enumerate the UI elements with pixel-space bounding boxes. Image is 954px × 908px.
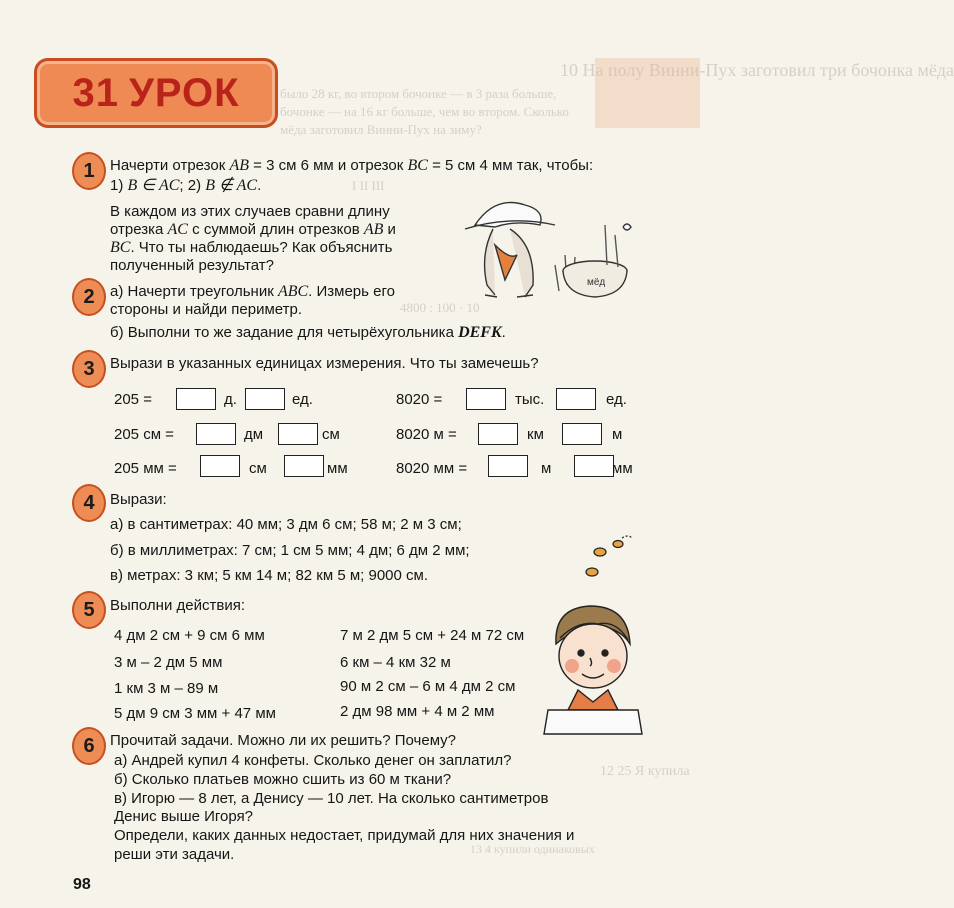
answer-box[interactable] — [176, 388, 216, 410]
ex3-title: Вырази в указанных единицах измерения. Что ты замечешь? — [110, 355, 539, 372]
ex5-right-3: 90 м 2 см – 6 м 4 дм 2 см — [340, 678, 516, 695]
lesson-word: УРОК — [128, 70, 240, 115]
answer-box[interactable] — [245, 388, 285, 410]
bleed-text: 10 На полу Винни-Пух заготовил три бочонка мёда — [560, 60, 954, 80]
lesson-number: 31 — [72, 70, 119, 115]
ex3-r1-right: 8020 = — [396, 391, 443, 408]
ex5-right-2: 6 км – 4 км 32 м — [340, 654, 451, 671]
unit-label: мм — [612, 460, 633, 477]
ex1-line2: 1) B ∈ AC; 2) B ∉ AC. — [110, 177, 262, 194]
unit-label: тыс. — [515, 391, 545, 408]
ex2-line3: б) Выполни то же задание для четырёхугольника DEFK. — [110, 324, 506, 341]
unit-label: м — [541, 460, 552, 477]
answer-box[interactable] — [478, 423, 518, 445]
ex1-line4: отрезка AC с суммой длин отрезков AB и — [110, 221, 396, 238]
bleed-text: было 28 кг, во втором бочонке — в 3 раза больше, — [280, 86, 557, 101]
ex3-r2-left: 205 см = — [114, 426, 174, 443]
ex6-d1: Определи, каких данных недостает, придумай для них значения и — [114, 827, 575, 844]
ex4-title: Вырази: — [110, 491, 167, 508]
answer-box[interactable] — [278, 423, 318, 445]
unit-label: ед. — [292, 391, 313, 408]
unit-label: д. — [224, 391, 237, 408]
exercise-4-number: 4 — [72, 484, 106, 522]
ex6-title: Прочитай задачи. Можно ли их решить? Почему? — [110, 732, 457, 749]
unit-label: дм — [244, 426, 264, 443]
unit-label: см — [322, 426, 340, 443]
ex4-a: а) в сантиметрах: 40 мм; 3 дм 6 см; 58 м; 2 м 3 см; — [110, 516, 462, 533]
boy-illustration — [538, 598, 650, 734]
ex1-line5: BC. Что ты наблюдаешь? Как объяснить — [110, 239, 393, 256]
ex6-d2: реши эти задачи. — [114, 846, 235, 863]
ex1-line1: Начерти отрезок AB = 3 см 6 мм и отрезок BC = 5 см 4 мм так, чтобы: — [110, 157, 594, 174]
exercise-2-number: 2 — [72, 278, 106, 316]
answer-box[interactable] — [200, 455, 240, 477]
unit-label: см — [249, 460, 267, 477]
answer-box[interactable] — [556, 388, 596, 410]
bleed-text: бочонке — на 16 кг больше, чем во втором. Сколько — [280, 104, 569, 119]
answer-box[interactable] — [562, 423, 602, 445]
ex5-left-4: 5 дм 9 см 3 мм + 47 мм — [114, 705, 276, 722]
answer-box[interactable] — [574, 455, 614, 477]
lesson-header — [34, 58, 278, 128]
ex4-c: в) метрах: 3 км; 5 км 14 м; 82 км 5 м; 9000 см. — [110, 567, 429, 584]
bleed-stripe — [595, 58, 700, 128]
answer-box[interactable] — [196, 423, 236, 445]
ex5-left-1: 4 дм 2 см + 9 см 6 мм — [114, 627, 265, 644]
ex3-r3-right: 8020 мм = — [396, 460, 468, 477]
unit-label: км — [527, 426, 544, 443]
ex2-line2: стороны и найди периметр. — [110, 301, 303, 318]
ex6-c1: в) Игорю — 8 лет, а Денису — 10 лет. На сколько сантиметров — [114, 790, 549, 807]
pot-label: мёд — [587, 277, 606, 288]
exercise-3-number: 3 — [72, 350, 106, 388]
ex6-b: б) Сколько платьев можно сшить из 60 м ткани? — [114, 771, 452, 788]
ex5-right-4: 2 дм 98 мм + 4 м 2 мм — [340, 703, 495, 720]
ex5-left-2: 3 м – 2 дм 5 мм — [114, 654, 223, 671]
ex5-title: Выполни действия: — [110, 597, 245, 614]
ex6-a: а) Андрей купил 4 конфеты. Сколько денег он заплатил? — [114, 752, 512, 769]
exercise-6-number: 6 — [72, 727, 106, 765]
ex1-line6: полученный результат? — [110, 257, 274, 274]
page-number: 98 — [73, 876, 91, 893]
ex3-r2-right: 8020 м = — [396, 426, 457, 443]
bleed-text: 13 4 купили одинаковых — [470, 842, 595, 856]
bleed-text: I II III — [352, 178, 385, 193]
bleed-text: 12 25 Я купила — [600, 764, 690, 779]
ex1-line3: В каждом из этих случаев сравни длину — [110, 203, 390, 220]
answer-box[interactable] — [284, 455, 324, 477]
answer-box[interactable] — [466, 388, 506, 410]
bleed-text: 4800 : 100 · 10 — [400, 300, 480, 315]
hat-creature-illustration — [455, 185, 645, 305]
bees-icon — [578, 530, 638, 586]
exercise-1-number: 1 — [72, 152, 106, 190]
ex5-left-3: 1 км 3 м – 89 м — [114, 680, 219, 697]
ex2-line1: а) Начерти треугольник ABC. Измерь его — [110, 283, 395, 300]
ex6-c2: Денис выше Игоря? — [114, 808, 254, 825]
answer-box[interactable] — [488, 455, 528, 477]
exercise-5-number: 5 — [72, 591, 106, 629]
ex3-r1-left: 205 = — [114, 391, 152, 408]
unit-label: мм — [327, 460, 348, 477]
unit-label: ед. — [606, 391, 627, 408]
ex4-b: б) в миллиметрах: 7 см; 1 см 5 мм; 4 дм; 6 дм 2 мм; — [110, 542, 470, 559]
bleed-text: мёда заготовил Винни-Пух на зиму? — [280, 122, 482, 137]
unit-label: м — [612, 426, 623, 443]
ex3-r3-left: 205 мм = — [114, 460, 177, 477]
ex5-right-1: 7 м 2 дм 5 см + 24 м 72 см — [340, 627, 525, 644]
